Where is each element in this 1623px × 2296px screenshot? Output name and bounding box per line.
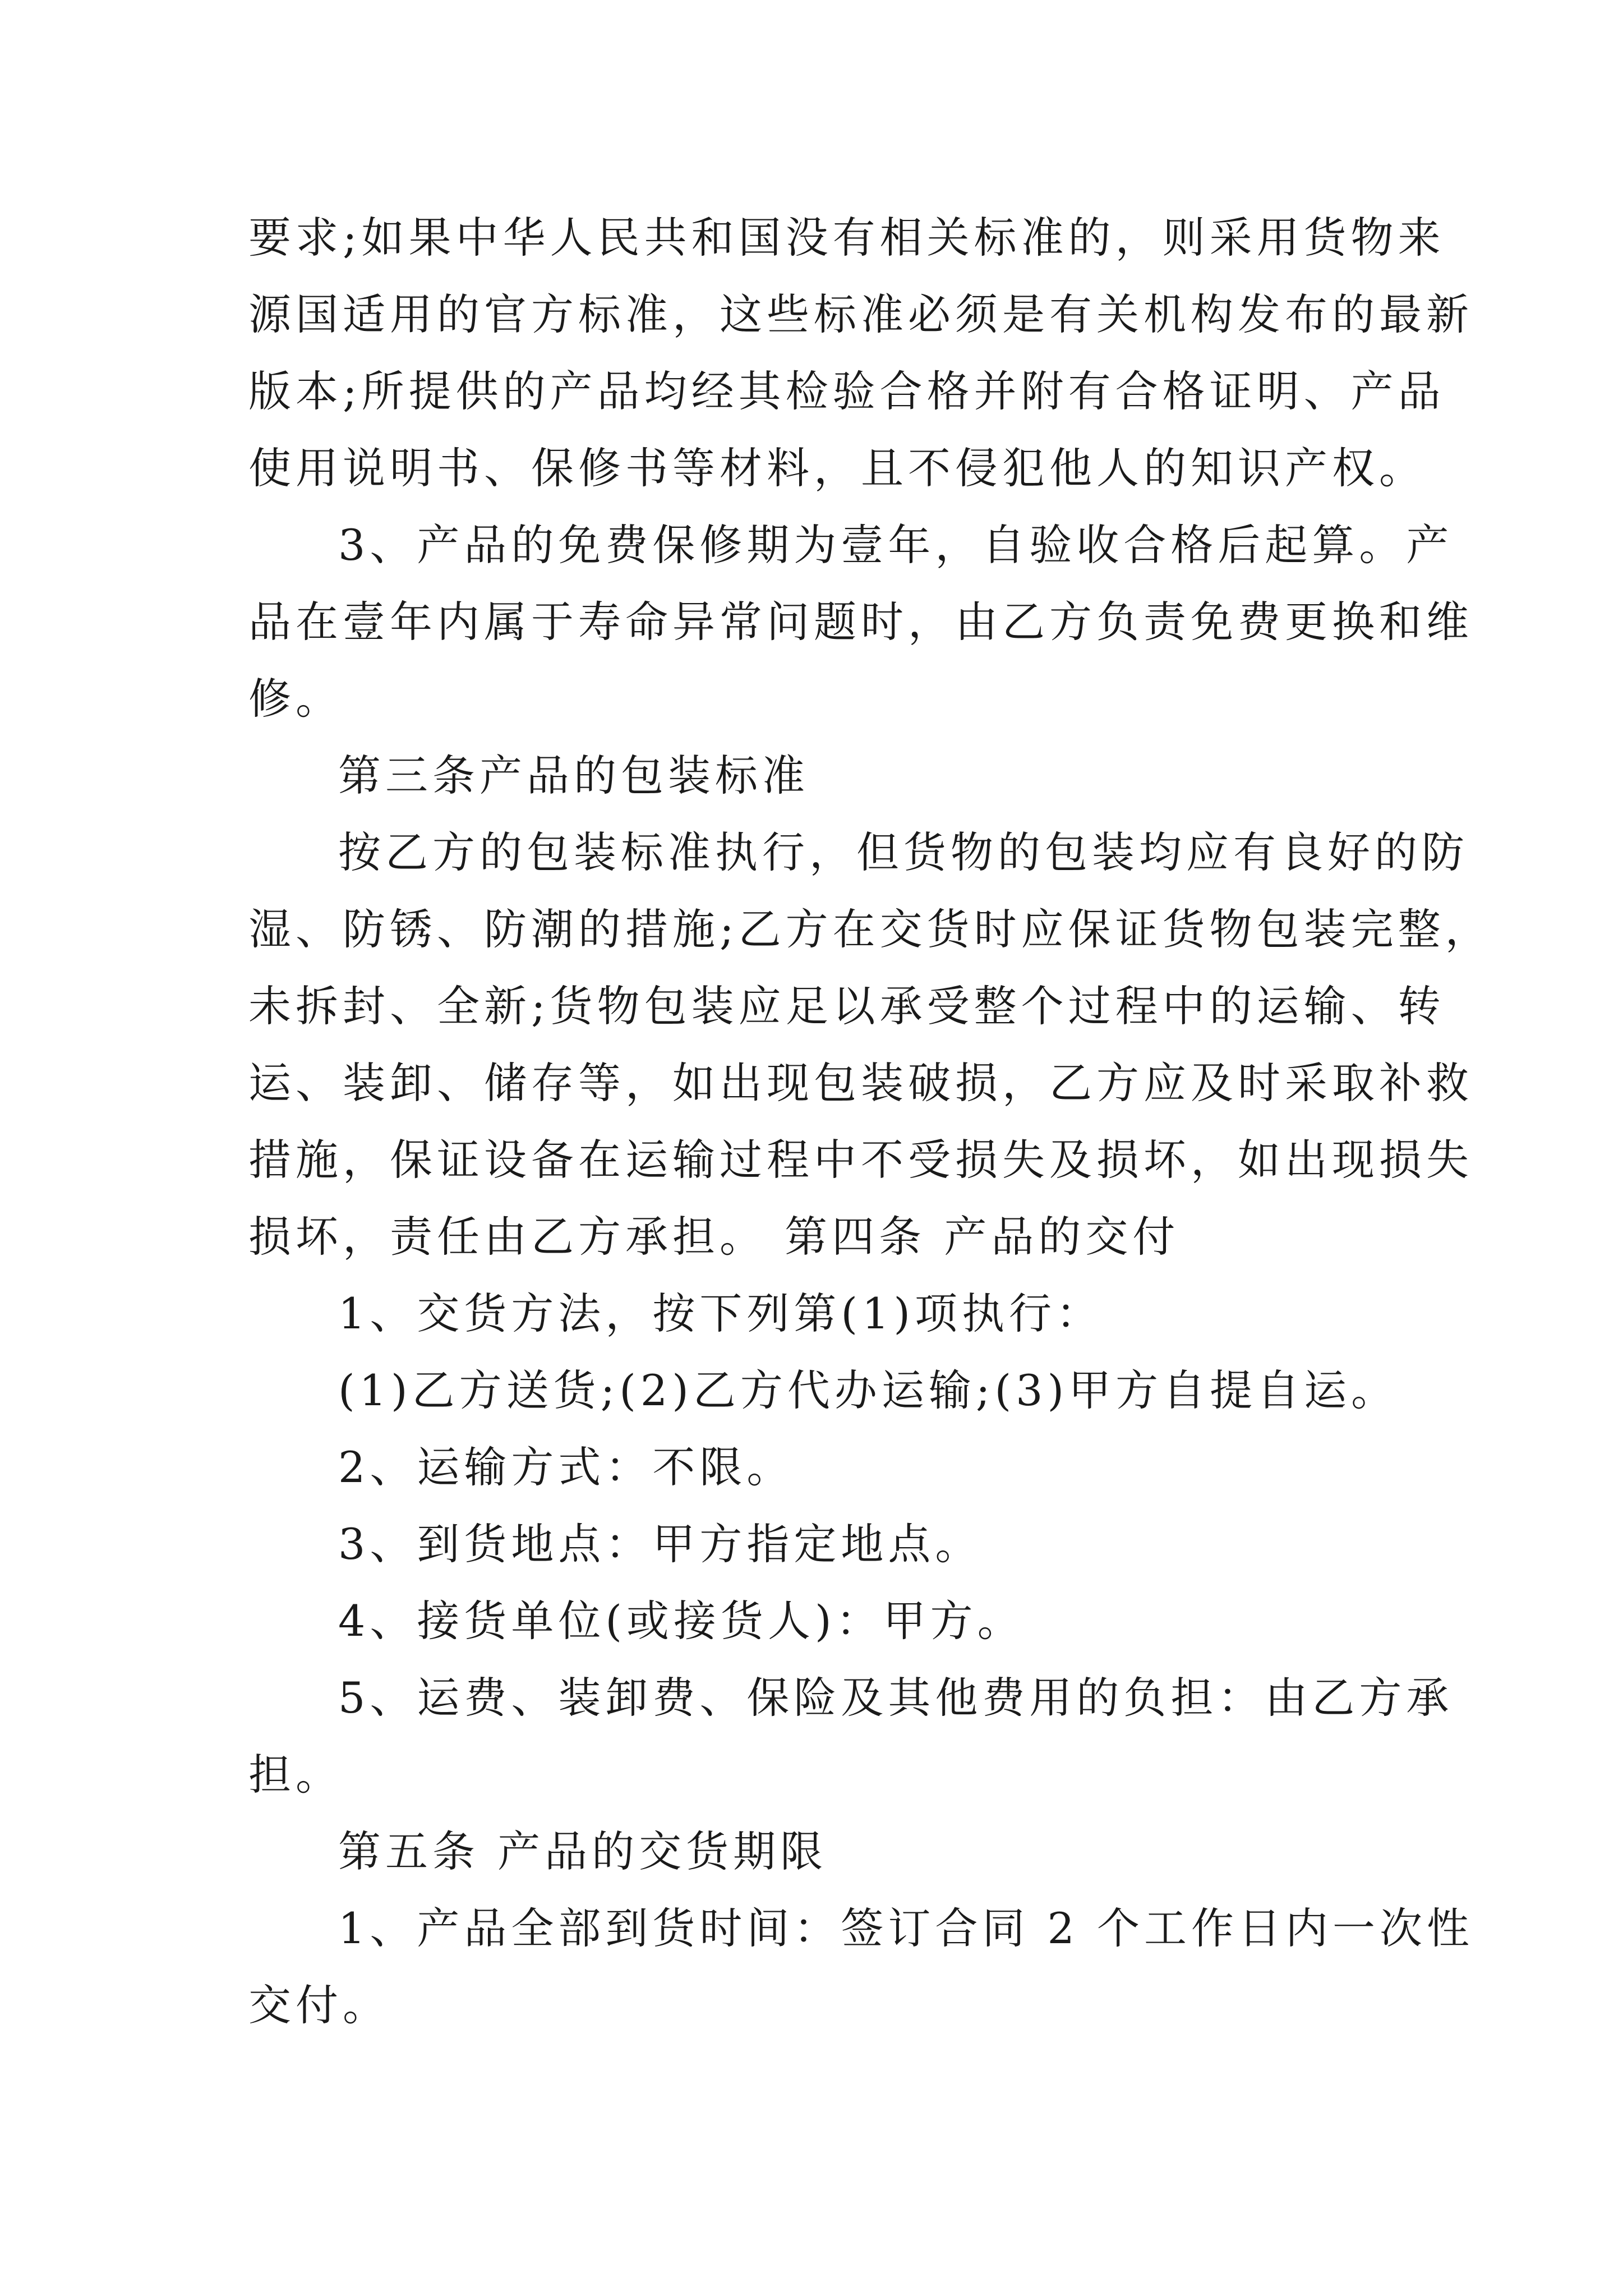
document-paragraph (248, 1890, 1474, 2044)
text-line: 措施，保证设备在运输过程中不受损失及损坏，如出现损失 (248, 1135, 1473, 1185)
document-paragraph (248, 1659, 1454, 1813)
document-paragraph (248, 1352, 1399, 1429)
text-line: 5、运费、装卸费、保险及其他费用的负担：由乙方承 (338, 1673, 1454, 1723)
text-line: 修。 (248, 674, 343, 724)
document-paragraph (248, 507, 1473, 737)
document-body (248, 199, 1492, 2044)
text-line: 3、产品的免费保修期为壹年，自验收合格后起算。产 (338, 520, 1454, 570)
text-line: 损坏，责任由乙方承担。 第四条 产品的交付 (248, 1212, 1180, 1262)
text-line: 第五条 产品的交货期限 (338, 1826, 828, 1876)
text-line: 担。 (248, 1750, 343, 1800)
text-line: 运、装卸、储存等，如出现包装破损，乙方应及时采取补救 (248, 1058, 1473, 1108)
text-line: 源国适用的官方标准，这些标准必须是有关机构发布的最新 (248, 289, 1473, 339)
text-line: 4、接货单位(或接货人)：甲方。 (338, 1596, 1025, 1646)
document-paragraph (248, 1275, 1376, 1352)
text-line: 使用说明书、保修书等材料，且不侵犯他人的知识产权。 (248, 443, 1426, 493)
text-line: 3、到货地点：甲方指定地点。 (338, 1519, 983, 1569)
document-paragraph (248, 1506, 1376, 1582)
text-line: 第三条产品的包装标准 (338, 751, 809, 800)
text-line: (1)乙方送货;(2)乙方代办运输;(3)甲方自提自运。 (338, 1365, 1399, 1415)
text-line: 要求;如果中华人民共和国没有相关标准的，则采用货物来 (248, 213, 1445, 263)
document-paragraph (248, 1813, 1376, 1890)
text-line: 1、交货方法，按下列第(1)项执行： (338, 1289, 1104, 1338)
document-paragraph (248, 1582, 1376, 1659)
text-line: 2、运输方式：不限。 (338, 1442, 794, 1492)
text-line: 版本;所提供的产品均经其检验合格并附有合格证明、产品 (248, 366, 1445, 416)
text-line: 按乙方的包装标准执行，但货物的包装均应有良好的防 (338, 827, 1469, 877)
document-paragraph (248, 814, 1492, 1275)
document-paragraph (248, 737, 1376, 814)
document-paragraph (248, 1429, 1376, 1506)
text-line: 1、产品全部到货时间：签订合同 2 个工作日内一次性 (338, 1903, 1474, 1953)
document-paragraph (248, 199, 1473, 507)
text-line: 品在壹年内属于寿命异常问题时，由乙方负责免费更换和维 (248, 597, 1473, 647)
text-line: 未拆封、全新;货物包装应足以承受整个过程中的运输、转 (248, 981, 1445, 1031)
text-line: 交付。 (248, 1980, 390, 2030)
text-line: 湿、防锈、防潮的措施;乙方在交货时应保证货物包装完整， (248, 904, 1492, 954)
